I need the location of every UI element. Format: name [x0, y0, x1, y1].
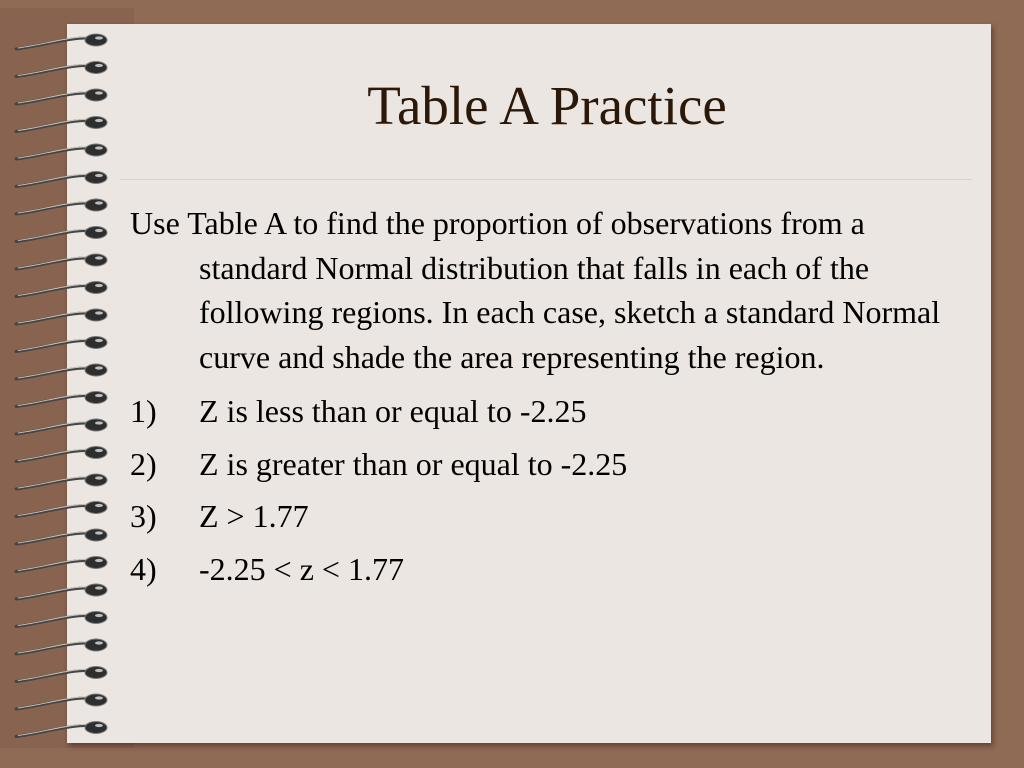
slide-title: Table A Practice: [367, 75, 727, 136]
list-item: [130, 390, 975, 433]
spiral-ring-icon: [16, 337, 107, 352]
item-text: Z is less than or equal to -2.25: [199, 393, 587, 429]
spiral-ring-icon: [16, 419, 107, 434]
spiral-ring-icon: [16, 364, 107, 379]
intro-paragraph: Use Table A to find the proportion of observations from a standard Normal distribution that falls in each of the following regions. In each case, sketch a standard Normal curve and shade the area representing the region.: [130, 205, 941, 375]
spiral-ring-icon: [16, 667, 107, 682]
item-number: 2): [130, 445, 157, 482]
spiral-ring-icon: [16, 62, 107, 77]
list-item: [130, 443, 975, 486]
title-divider: [120, 179, 972, 180]
spiral-ring-icon: [16, 474, 107, 489]
list-item: [130, 548, 975, 591]
spiral-ring-icon: [16, 144, 107, 159]
spiral-ring-icon: [16, 172, 107, 187]
item-text: Z > 1.77: [199, 498, 309, 534]
spiral-ring-icon: [16, 584, 107, 599]
spiral-ring-icon: [16, 694, 107, 709]
item-number: 3): [130, 498, 157, 534]
spiral-ring-icon: [16, 722, 107, 737]
question-list: [130, 390, 975, 591]
spiral-ring-icon: [16, 227, 107, 242]
slide-body: [130, 201, 975, 600]
list-item: [130, 495, 975, 538]
spiral-ring-icon: [16, 529, 107, 544]
spiral-ring-icon: [16, 557, 107, 572]
spiral-ring-icon: [16, 447, 107, 462]
item-number: 4): [130, 550, 157, 587]
item-text: Z is greater than or equal to -2.25: [199, 445, 628, 482]
spiral-ring-icon: [16, 254, 107, 269]
item-text: -2.25 < z < 1.77: [199, 550, 404, 587]
spiral-ring-icon: [16, 392, 107, 407]
spiral-ring-icon: [16, 282, 107, 297]
item-number: 1): [130, 393, 157, 429]
spiral-ring-icon: [16, 502, 107, 517]
spiral-ring-icon: [16, 309, 107, 324]
spiral-ring-icon: [16, 199, 107, 214]
spiral-ring-icon: [16, 612, 107, 627]
spiral-ring-icon: [16, 639, 107, 654]
spiral-ring-icon: [16, 34, 107, 49]
